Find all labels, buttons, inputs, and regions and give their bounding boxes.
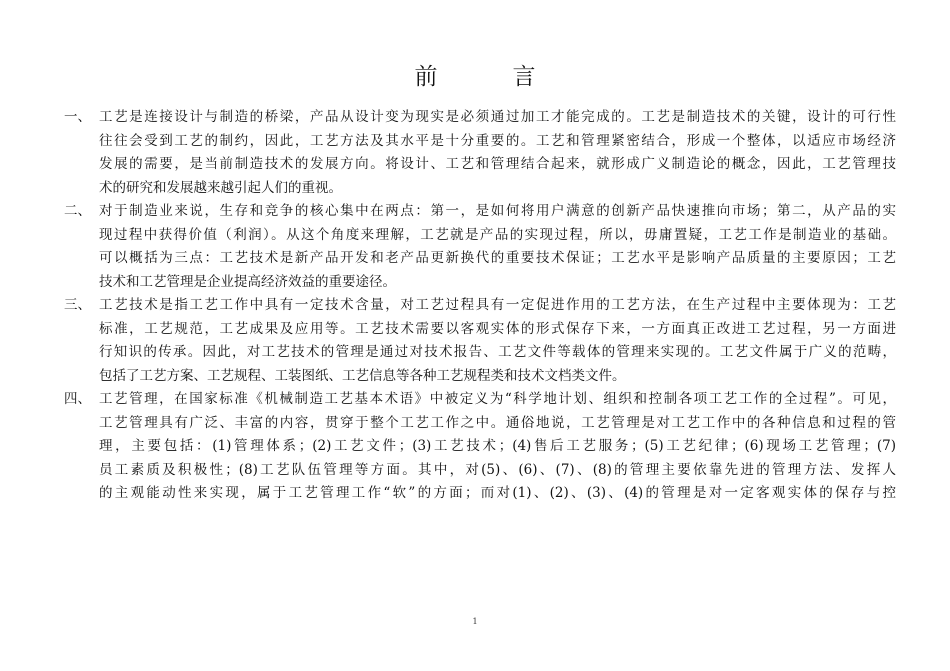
section-2 — [64, 200, 896, 294]
text-line: 术的研究和发展越来越引起人们的重视。 — [99, 179, 342, 196]
text-line: 发展的需要，是当前制造技术的发展方向。将设计、工艺和管理结合起来，就形成广义制造论的概念，因此，工艺管理技 — [99, 156, 896, 172]
text-line: 工艺是连接设计与制造的桥梁，产品从设计变为现实是必须通过加工才能完成的。工艺是制造技术的关键，设计的可行性 — [99, 109, 896, 125]
text-line: 工艺管理具有广泛、丰富的内容，贯穿于整个工艺工作之中。通俗地说，工艺管理是对工艺工作中的各种信息和过程的管 — [99, 414, 896, 431]
section-text — [99, 294, 896, 388]
section-1 — [64, 106, 896, 200]
text-line: 技术和工艺管理是企业提高经济效益的重要途径。 — [99, 273, 396, 290]
section-number: 三、 — [64, 297, 91, 313]
text-line: 工艺管理，在国家标准《机械制造工艺基本术语》中被定义为“科学地计划、组织和控制各项工艺工作的全过程”。可见， — [99, 391, 896, 407]
text-line: 现过程中获得价值（利润）。从这个角度来理解，工艺就是产品的实现过程，所以，毋庸置疑，工艺工作是制造业的基础。 — [99, 226, 896, 243]
text-line: 标准，工艺规范，工艺成果及应用等。工艺技术需要以客观实体的形式保存下来，一方面真正改进工艺过程，另一方面进 — [99, 320, 896, 337]
text-line: 行知识的传承。因此，对工艺技术的管理是通过对技术报告、工艺文件等载体的管理来实现的。工艺文件属于广义的范畴， — [99, 344, 896, 360]
section-number: 一、 — [64, 109, 91, 125]
text-line: 往往会受到工艺的制约，因此，工艺方法及其水平是十分重要的。工艺和管理紧密结合，形成一个整体，以适应市场经济 — [99, 132, 896, 149]
text-line: 的主观能动性来实现，属于工艺管理工作“软”的方面；而对(1)、(2)、(3)、(4)的管理是对一定客观实体的保存与控 — [99, 485, 896, 501]
text-line: 理，主要包括：(1)管理体系；(2)工艺文件；(3)工艺技术；(4)售后工艺服务；(5)工艺纪律；(6)现场工艺管理；(7) — [99, 438, 896, 454]
text-line: 可以概括为三点：工艺技术是新产品开发和老产品更新换代的重要技术保证；工艺水平是影响产品质量的主要原因；工艺 — [99, 250, 896, 266]
page-number: 1 — [472, 617, 478, 626]
section-3 — [64, 294, 896, 388]
text-line: 员工素质及积极性；(8)工艺队伍管理等方面。其中，对(5)、(6)、(7)、(8)的管理主要依靠先进的管理方法、发挥人 — [99, 461, 896, 478]
text-line: 包括了工艺方案、工艺规程、工装图纸、工艺信息等各种工艺规程类和技术文档类文件。 — [99, 367, 626, 384]
page-title: 前 言 — [414, 64, 562, 90]
text-line: 对于制造业来说，生存和竞争的核心集中在两点：第一，是如何将用户满意的创新产品快速推向市场；第二，从产品的实 — [99, 203, 896, 219]
section-4 — [64, 388, 896, 506]
section-text — [99, 200, 896, 294]
text-line: 工艺技术是指工艺工作中具有一定技术含量，对工艺过程具有一定促进作用的工艺方法，在生产过程中主要体现为：工艺 — [99, 297, 896, 313]
section-text — [99, 106, 896, 200]
section-text — [99, 388, 896, 506]
document-body — [64, 106, 896, 506]
section-number: 四、 — [64, 391, 91, 407]
section-number: 二、 — [64, 203, 91, 219]
